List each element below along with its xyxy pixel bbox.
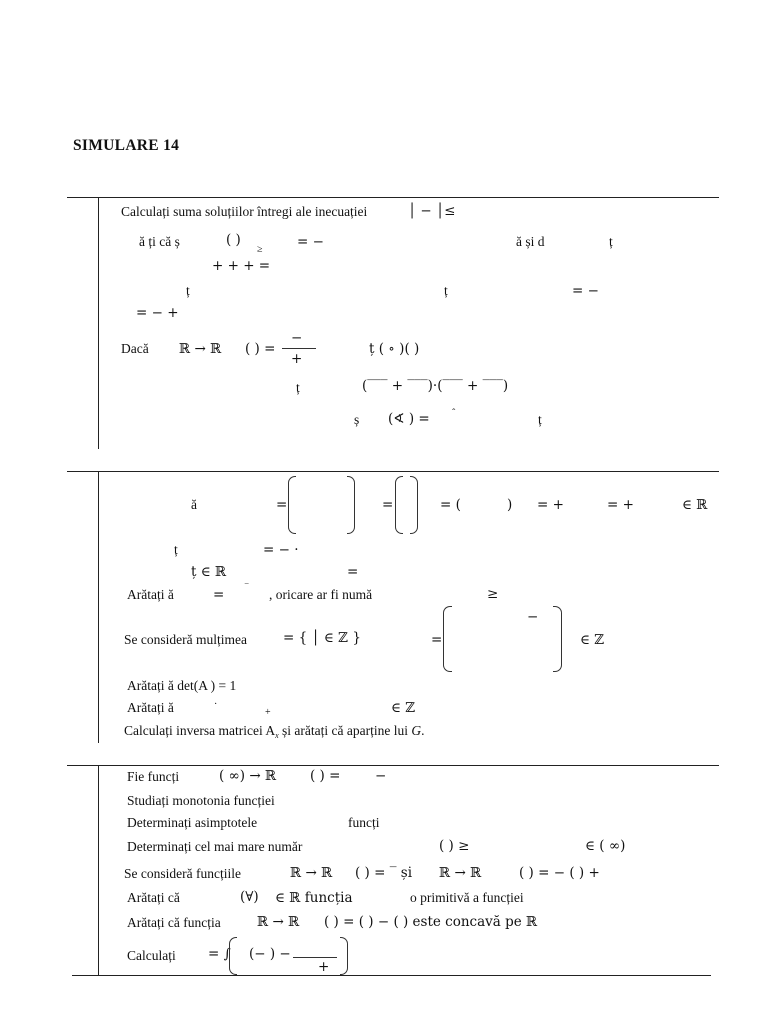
s3-line-5d: ℝ → ℝ (439, 865, 482, 881)
s2-line-5e: ∈ ℤ (580, 632, 605, 648)
s2-line-4a: Arătați ă (127, 587, 174, 602)
section-1-left-rule (98, 197, 99, 449)
s2-line-5a: Se consideră mulțimea (124, 632, 247, 647)
integral-left-paren (229, 937, 237, 975)
matrix-3-left-bracket (443, 606, 452, 672)
s3-line-1d: − (375, 768, 387, 784)
s2-line-5c: = (431, 632, 443, 648)
s3-line-7a: Arătați că funcția (127, 915, 221, 930)
s1-line-5: = − + (136, 305, 179, 321)
matrix-3-right-bracket (553, 606, 562, 672)
s3-line-1a: Fie funcți (127, 769, 180, 784)
s3-line-5a: Se consideră funcțiile (124, 866, 241, 881)
s1-line-7b: (‾‾‾ + ‾‾‾)·(‾‾‾ + ‾‾‾) (362, 378, 509, 394)
s3-line-3a: Determinați asimptotele (127, 815, 258, 830)
s2-line-4b: = (213, 587, 225, 603)
s2-line-1a: ă (191, 497, 197, 512)
s1-line-2c: ≥ (257, 244, 263, 255)
s1-line-2f: ț (609, 234, 613, 249)
s1-line-6f: ț ( ∘ )( ) (369, 341, 420, 357)
s3-line-5e: ( ) = − ( ) + (519, 865, 600, 881)
s2-line-6: Arătați ă det(A ) = 1 (127, 678, 237, 693)
s1-line-7a: ț (296, 380, 300, 395)
s2-line-7d: ∈ ℤ (391, 700, 416, 716)
matrix-2-left-bracket (395, 476, 403, 534)
s2-line-1b: = (276, 497, 288, 513)
s3-line-8b: = ∫ (208, 946, 231, 962)
s2-line-8-sub: x (275, 731, 279, 740)
s2-line-1g: = + (607, 497, 634, 513)
s1-line-3: + + + = (212, 258, 271, 274)
s2-line-7b: · (214, 699, 218, 710)
s2-line-2a: ț (174, 542, 178, 557)
s1-line-8b: (∢ ) = (388, 411, 430, 427)
s3-line-6b: (∀) (240, 889, 259, 905)
s1-line-6e: + (291, 351, 303, 367)
s3-line-5c: ( ) = ‾ și (355, 865, 413, 881)
s1-line-6c: ( ) = (245, 341, 276, 357)
s3-line-6a: Arătați că (127, 890, 180, 905)
s1-line-2a: ă ți că ș (139, 234, 180, 249)
s1-line-4c: = − (572, 283, 599, 299)
s3-line-4a: Determinați cel mai mare număr (127, 839, 303, 854)
matrix-1-right-bracket (347, 476, 355, 534)
s2-line-8-text-b: și arătați că aparține lui (278, 723, 412, 738)
s2-line-7a: Arătați ă (127, 700, 174, 715)
s3-line-1c: ( ) = (310, 768, 341, 784)
s2-line-5b: = { │ ∈ ℤ } (283, 630, 361, 646)
s2-line-4c: ‾ (245, 584, 249, 595)
s2-line-4e: ≥ (487, 586, 499, 602)
s1-line-2b: ( ) (226, 232, 241, 248)
section-1-top-rule (67, 197, 719, 198)
matrix-1-left-bracket (288, 476, 296, 534)
s1-line-8d: ț (538, 412, 542, 427)
s3-line-2: Studiați monotonia funcției (127, 793, 275, 808)
s2-line-8 (124, 723, 424, 744)
s1-line-1-expr: │ − │≤ (408, 203, 456, 219)
s1-line-2d: = − (297, 234, 324, 250)
s2-line-1c: = (382, 497, 394, 513)
section-3-top-rule (67, 765, 719, 766)
s2-line-8-end: . (421, 723, 425, 738)
s3-line-8c: (− ) − (249, 946, 291, 962)
s2-line-2b: = − · (263, 542, 299, 558)
s3-line-7c: ( ) = ( ) − ( ) este concavă pe ℝ (324, 914, 538, 930)
s2-line-4d: , oricare ar fi numă (269, 587, 373, 602)
s1-line-8c: ˆ (452, 408, 456, 419)
s1-line-6a: Dacă (121, 341, 149, 356)
s1-frac-bar (282, 348, 316, 349)
section-2-top-rule (67, 471, 719, 472)
s2-line-1f: = + (537, 497, 564, 513)
page-title: SIMULARE 14 (73, 137, 180, 154)
s3-line-5b: ℝ → ℝ (290, 865, 333, 881)
s2-line-3b: = (347, 564, 359, 580)
section-2-left-rule (98, 471, 99, 743)
s1-line-1: Calculați suma soluțiilor întregi ale inecuației (121, 204, 368, 219)
s2-line-8-g: G (411, 723, 422, 738)
s3-line-8a: Calculați (127, 948, 176, 963)
matrix-2-right-bracket (410, 476, 418, 534)
s3-line-1b: ( ∞) → ℝ (219, 768, 277, 784)
s3-line-6d: o primitivă a funcției (410, 890, 524, 905)
s3-line-3b: funcți (348, 815, 380, 830)
s2-line-1d: = ( (440, 497, 461, 513)
s3-line-7b: ℝ → ℝ (257, 914, 300, 930)
s1-line-8a: ș (354, 412, 360, 427)
s3-line-4b: ( ) ≥ (439, 838, 470, 854)
s1-line-4a: ț (186, 283, 190, 298)
s1-line-6b: ℝ → ℝ (179, 341, 222, 357)
s2-line-3a: ț ∈ ℝ (191, 564, 227, 580)
s3-line-4c: ∈ ( ∞) (585, 838, 626, 854)
s3-line-6c: ∈ ℝ funcția (275, 890, 353, 906)
s2-line-8-text: Calculați inversa matricei A (124, 723, 276, 738)
s2-line-1e: ) (507, 497, 513, 513)
section-3-left-rule (98, 765, 99, 975)
s3-line-8d: + (318, 959, 330, 975)
s2-line-1h: ∈ ℝ (682, 497, 708, 513)
s1-line-4b: ț (444, 283, 448, 298)
s2-line-7c: + (265, 707, 271, 718)
section-3-bottom-rule (72, 975, 711, 976)
integral-right-paren (340, 937, 348, 975)
s1-line-6d: − (291, 330, 303, 346)
s2-line-5d: − (527, 609, 539, 625)
s1-line-2e: ă și d (516, 234, 545, 249)
s3-frac-bar (293, 957, 337, 958)
